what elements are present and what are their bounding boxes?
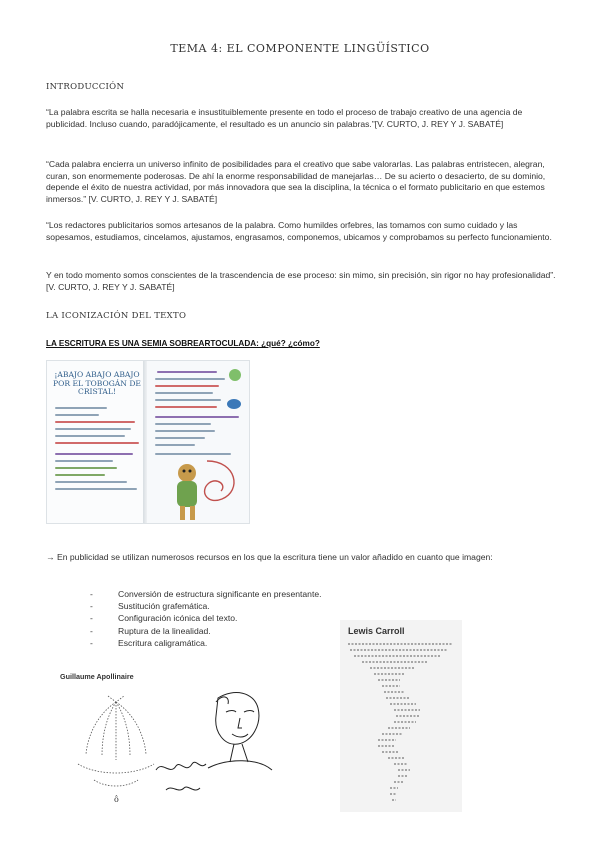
resource-list [90,588,322,649]
book-decoration [227,399,241,409]
book-text-line [55,460,113,462]
paragraph-2: “Cada palabra encierra un universo infinito de posibilidades para el creativo que sabe valorarlas. Las palabras entristecen, alegran, curan, son enormemente poderosas. De ahí la enorme responsabilidad de manejarlas… De su acierto o desacierto, de su dominio, depende el éxito de nuestra actividad, por más innovadora que sea la disciplina, la técnica o el formato publicitario en que estemos inmersos.” [V. CURTO, J. REY Y J. SABATÉ] [46,159,546,204]
book-text-line [55,481,127,483]
page-title: TEMA 4: EL COMPONENTE LINGÜÍSTICO [170,42,430,55]
book-text-line [155,437,205,439]
book-text-line [155,416,239,418]
list-item: - Sustitución grafemática. [90,600,322,612]
book-text-line [55,474,105,476]
section-heading-introduccion: INTRODUCCIÓN [46,82,125,92]
book-text-line [157,371,217,373]
book-text-line [155,444,195,446]
book-text-line [155,430,215,432]
book-text-line [155,399,221,401]
lewis-carroll-figure [340,620,462,812]
book-text-line [155,392,213,394]
apollinaire-label: Guillaume Apollinaire [60,672,134,681]
book-text-line [155,406,217,408]
book-text-line [55,453,133,455]
book-text-line [55,428,131,430]
list-item: - Configuración icónica del texto. [90,612,322,624]
lewis-carroll-tail-calligram [340,638,462,810]
lewis-carroll-label: Lewis Carroll [348,626,405,636]
book-text-line [55,421,135,423]
section-heading-iconizacion: LA ICONIZACIÓN DEL TEXTO [46,311,187,321]
list-item: - Ruptura de la linealidad. [90,625,322,637]
intro-line: → En publicidad se utilizan numerosos recursos en los que la escritura tiene un valor añadido en cuanto que imagen: [46,552,493,562]
apollinaire-calligram-illustration [58,684,318,820]
book-text-line [55,442,139,444]
paragraph-3: “Los redactores publicitarios somos artesanos de la palabra. Como humildes orfebres, las tomamos con sumo cuidado y las sopesamos, estudiamos, cincelamos, ajustamos, engrasamos, componemos, ubicamos y comprobamos su perfecto funcionamiento. [46,220,552,242]
paragraph-4: Y en todo momento somos conscientes de la trascendencia de ese proceso: sin mimo, sin precisión, sin rigor no hay profesionalidad”.[V. CURTO, J. REY Y J. SABATÉ] [46,270,556,292]
list-item: - Escritura caligramática. [90,637,322,649]
book-decoration [229,369,241,381]
book-text-line [155,378,225,380]
book-text-line [55,488,137,490]
book-text-line [55,407,107,409]
subheading-semia: LA ESCRITURA ES UNA SEMIA SOBREARTOCULADA: ¿qué? ¿cómo? [46,339,320,348]
book-text-line [55,414,99,416]
book-text-line [155,385,219,387]
book-illustration [46,360,250,524]
book-text-line [55,467,117,469]
svg-text:ô: ô [114,795,119,804]
book-text-line [55,435,125,437]
list-item: - Conversión de estructura significante en presentante. [90,588,322,600]
book-text-line [155,423,211,425]
book-character-illustration [147,451,249,523]
book-title: ¡ABAJO ABAJO ABAJO POR EL TOBOGÁN DE CRISTAL! [53,370,141,397]
paragraph-1: “La palabra escrita se halla necesaria e insustituiblemente presente en todo el proceso de trabajo creativo de una agencia de publicidad. Incluso cuando, paradójicamente, el resultado es un anuncio sin palabras.”[V. CURTO, J. REY Y J. SABATÉ] [46,107,523,129]
